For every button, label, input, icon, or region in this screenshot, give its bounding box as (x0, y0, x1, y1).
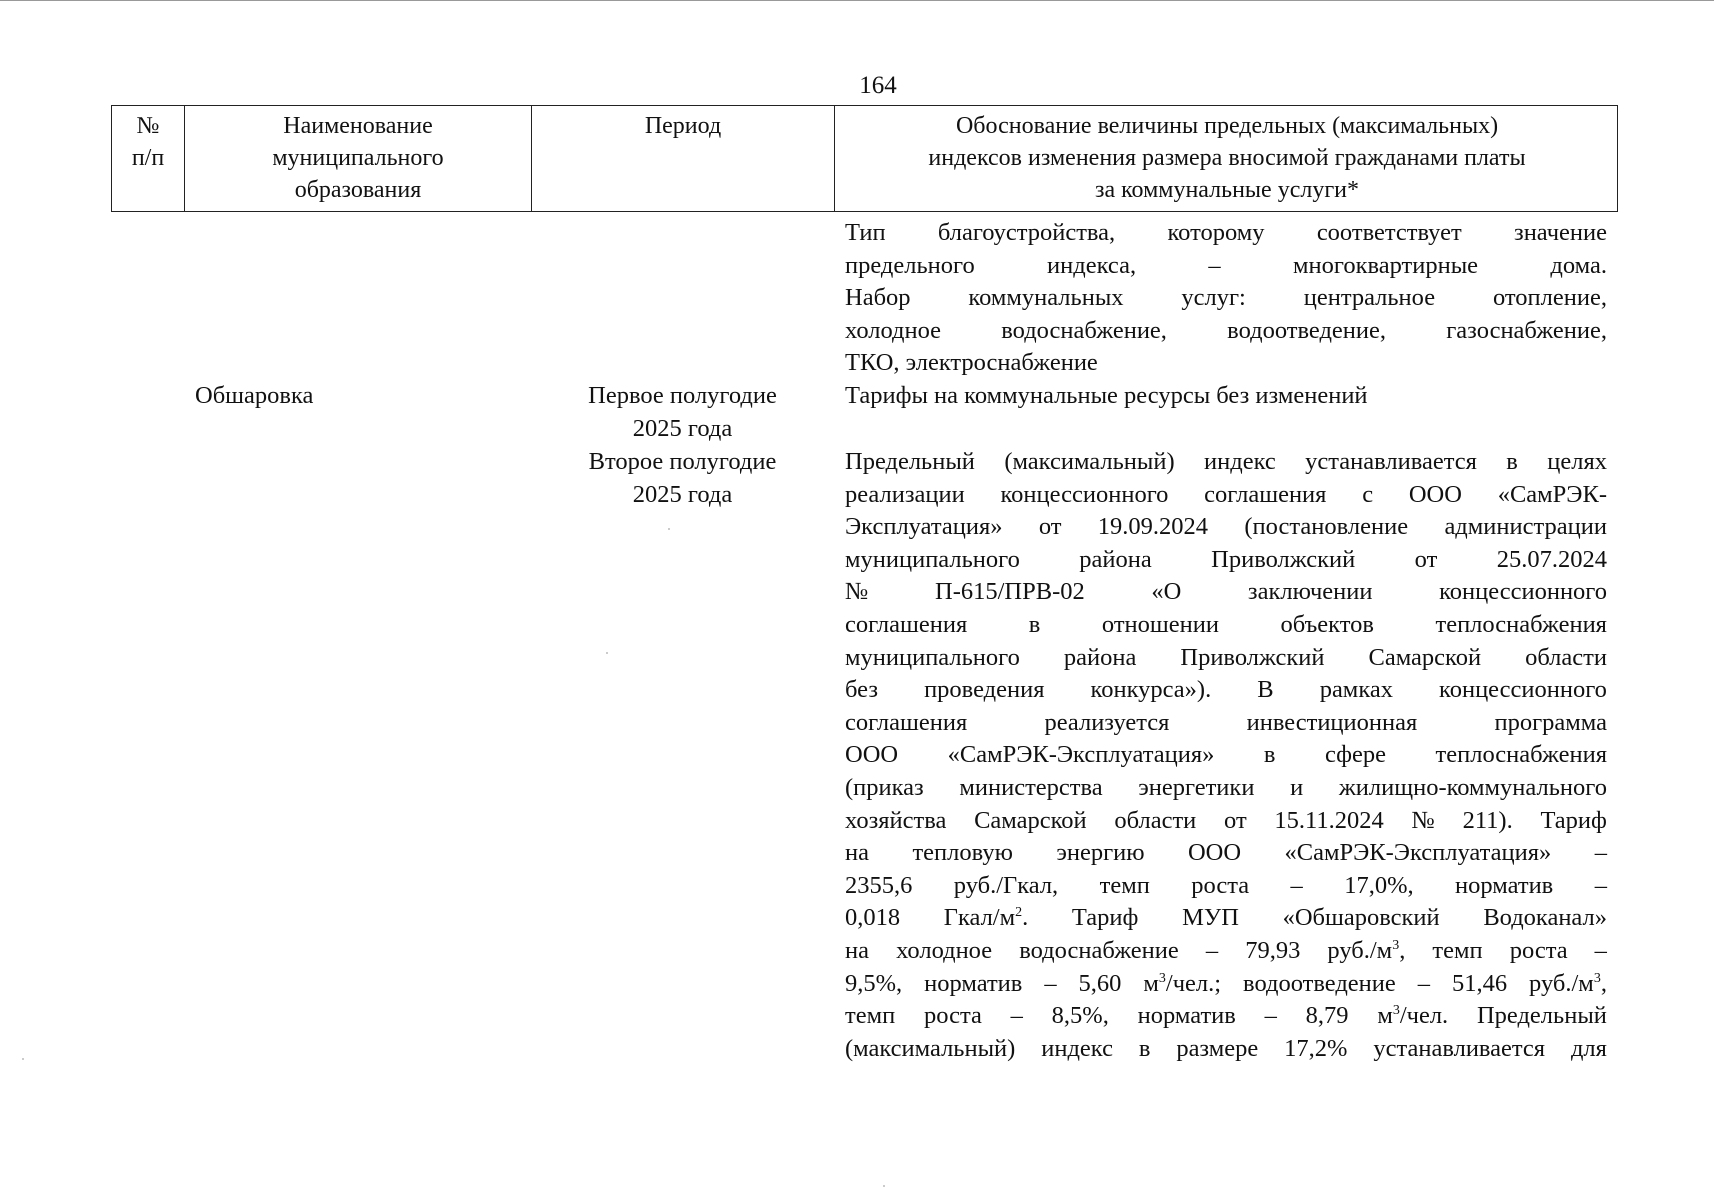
municipality-name: Обшаровка (195, 382, 314, 409)
word: водоотведение (1243, 969, 1396, 997)
word: с (1362, 480, 1374, 508)
word: концессионного (1439, 676, 1607, 704)
text-line (845, 282, 1607, 315)
period-text: 2025 года (632, 480, 733, 508)
word: газоснабжение, (1446, 316, 1607, 344)
word: ТКО, электроснабжение (845, 349, 1098, 377)
word: 17,0%, (1344, 871, 1414, 899)
scan-speck (883, 1185, 885, 1187)
word: размере (1176, 1034, 1259, 1062)
header-text: индексов изменения размера вносимой гражданами платы (928, 145, 1526, 171)
word: области (1525, 643, 1607, 671)
text-line (845, 739, 1607, 772)
word: (максимальный) (845, 1034, 1016, 1062)
word: от (1414, 545, 1438, 573)
text-line (845, 446, 1607, 479)
text-line (845, 642, 1607, 675)
word: Предельный (845, 448, 975, 475)
word: соглашения (1204, 480, 1327, 508)
word: темп (1099, 871, 1150, 899)
word: 15.11.2024 (1274, 806, 1384, 834)
word: 51,46 (1451, 969, 1508, 997)
word: холодное (896, 936, 993, 964)
word: устанавливается (1373, 1034, 1546, 1062)
word: дома. (1550, 251, 1607, 279)
header-text: п/п (131, 145, 165, 171)
word: реализуется (1044, 708, 1170, 736)
basis-second-half-paragraph (845, 446, 1607, 1065)
word: хозяйства (845, 806, 947, 834)
header-col-number (112, 106, 184, 211)
word: (максимальный) (1004, 448, 1175, 475)
word: энергию (1056, 839, 1145, 867)
word: Набор (845, 284, 911, 312)
word: Приволжский (1180, 643, 1325, 671)
word: Гкал/$м^2$. (943, 904, 1029, 932)
word: в (1138, 1034, 1151, 1062)
text-line (845, 805, 1607, 838)
word: инвестиционная (1246, 708, 1418, 736)
word: индекс (1041, 1034, 1113, 1062)
word: от (1224, 806, 1247, 834)
word: В (1257, 676, 1274, 704)
scan-top-edge (0, 0, 1714, 1)
period-text: Первое полугодие (588, 382, 777, 409)
word: теплоснабжения (1435, 741, 1607, 769)
word: – (1594, 871, 1607, 899)
word: 2355,6 (845, 871, 913, 899)
word: соглашения (845, 708, 968, 736)
header-text: № (136, 113, 160, 139)
word: Водоканал» (1483, 904, 1607, 932)
word: ООО (1187, 839, 1242, 867)
word: 17,2% (1284, 1034, 1348, 1062)
word: 9,5%, (845, 969, 903, 997)
header-col-municipality (184, 106, 531, 211)
text-line (845, 479, 1607, 512)
word: 19.09.2024 (1097, 513, 1209, 541)
text-line (845, 968, 1607, 1001)
header-text: Наименование (283, 113, 433, 139)
scan-speck (606, 652, 608, 654)
word: Самарской (1368, 643, 1482, 671)
word: № (1411, 806, 1435, 834)
basis-intro-paragraph (845, 217, 1607, 380)
word: области (1114, 806, 1197, 834)
text-line (845, 609, 1607, 642)
word: роста (1191, 871, 1250, 899)
word: Тариф (1540, 806, 1607, 834)
word: холодное (845, 316, 942, 344)
word: «СамРЭК-Эксплуатация» (947, 741, 1215, 769)
word: № (845, 578, 869, 606)
word: 211). (1462, 806, 1513, 834)
word: отношении (1101, 610, 1219, 638)
text-line (845, 250, 1607, 283)
word: министерства (959, 773, 1103, 801)
word: Самарской (974, 806, 1087, 834)
word: – (1290, 871, 1303, 899)
table-header (111, 105, 1618, 212)
word: П-615/ПРВ-02 (935, 578, 1085, 606)
word: в (1028, 610, 1041, 638)
word: – (1044, 969, 1057, 997)
text-line (845, 217, 1607, 250)
word: «Обшаровский (1282, 904, 1440, 932)
word: – (1264, 1002, 1277, 1030)
text-line (845, 544, 1607, 577)
word: Тариф (1071, 904, 1139, 932)
word: ООО (1408, 480, 1462, 508)
word: отопление, (1492, 284, 1607, 312)
word: – (1594, 936, 1607, 964)
word: темп (1432, 936, 1483, 964)
word: «О (1151, 578, 1182, 606)
word: в (1506, 448, 1518, 475)
word: для (1570, 1034, 1607, 1062)
header-text: Период (644, 113, 722, 139)
word: сфере (1324, 741, 1387, 769)
header-text: образования (294, 177, 422, 203)
word: теплоснабжения (1435, 610, 1607, 638)
word: объектов (1280, 610, 1374, 638)
word: – (1205, 936, 1219, 964)
word: которому (1167, 219, 1265, 246)
text-line (845, 935, 1607, 968)
text-line (845, 870, 1607, 903)
word: центральное (1303, 284, 1436, 312)
word: 5,60 (1078, 969, 1122, 997)
text-line (845, 837, 1607, 870)
word: конкурса»). (1090, 676, 1212, 704)
word: 79,93 (1245, 936, 1301, 964)
word: роста (1509, 936, 1568, 964)
text-line (845, 347, 1607, 380)
word: – (1010, 1002, 1023, 1030)
text-line (845, 576, 1607, 609)
word: администрации (1444, 513, 1607, 541)
word: роста (923, 1002, 982, 1030)
word: индекс (1204, 448, 1276, 475)
word: – (1417, 969, 1430, 997)
period-second-half (560, 446, 805, 511)
word: заключении (1247, 578, 1373, 606)
word: Предельный (1476, 1002, 1607, 1030)
word: благоустройства, (937, 219, 1116, 246)
word: многоквартирные (1293, 251, 1479, 279)
word: $руб./м^3$, (1327, 936, 1406, 964)
word: соглашения (845, 610, 968, 638)
word: норматив (924, 969, 1023, 997)
word: на (845, 936, 869, 964)
word: энергетики (1138, 773, 1255, 801)
scan-speck (668, 528, 670, 530)
word: – (1208, 251, 1221, 279)
page-number: 164 (859, 72, 897, 99)
text-line (845, 707, 1607, 740)
word: муниципального (845, 545, 1020, 573)
word: соответствует (1316, 219, 1462, 246)
header-text: за коммунальные услуги* (1094, 177, 1360, 203)
word: концессионного (1000, 480, 1169, 508)
word: норматив (1455, 871, 1554, 899)
word: устанавливается (1305, 448, 1477, 475)
header-text: Обоснование величины предельных (максимальных) (955, 113, 1499, 139)
word: 8,5%, (1051, 1002, 1109, 1030)
period-text: 2025 года (632, 414, 733, 442)
word: услуг: (1181, 284, 1246, 312)
word: 8,79 (1305, 1002, 1349, 1030)
word: – (1594, 839, 1607, 867)
word: 0,018 (845, 904, 901, 932)
text-line (845, 315, 1607, 348)
text-line (845, 1000, 1607, 1033)
word: жилищно-коммунального (1338, 773, 1607, 801)
word: норматив (1137, 1002, 1236, 1030)
word: целях (1547, 448, 1607, 475)
word: на (845, 839, 869, 867)
word: от (1038, 513, 1062, 541)
text-line (845, 902, 1607, 935)
basis-first-half: Тарифы на коммунальные ресурсы без изменений (845, 382, 1368, 409)
scan-speck (22, 1058, 24, 1060)
word: предельного (845, 251, 975, 279)
word: муниципального (845, 643, 1020, 671)
word: Эксплуатация» (845, 513, 1003, 541)
word: проведения (924, 676, 1045, 704)
word: Приволжский (1211, 545, 1356, 573)
header-col-period (531, 106, 834, 211)
word: концессионного (1439, 578, 1607, 606)
word: и (1290, 773, 1304, 801)
word: $руб./м^3$, (1529, 969, 1607, 997)
word: коммунальных (968, 284, 1124, 312)
header-col-basis (834, 106, 1619, 211)
text-line (845, 772, 1607, 805)
word: программа (1494, 708, 1607, 736)
word: района (1079, 545, 1152, 573)
word: Тип (845, 219, 886, 246)
word: МУП (1182, 904, 1239, 932)
word: ООО (845, 741, 899, 769)
text-line (845, 1033, 1607, 1066)
word: значение (1514, 219, 1607, 246)
word: реализации (845, 480, 965, 508)
word: $м^3$/чел. (1377, 1002, 1449, 1030)
word: без (845, 676, 878, 704)
word: водоснабжение, (1001, 316, 1167, 344)
period-first-half (560, 380, 805, 445)
word: $м^3$/чел.; (1143, 969, 1222, 997)
word: «СамРЭК- (1497, 480, 1607, 508)
word: (приказ (845, 773, 924, 801)
word: рамках (1319, 676, 1393, 704)
word: темп (845, 1002, 896, 1030)
word: индекса, (1047, 251, 1137, 279)
word: водоотведение, (1227, 316, 1387, 344)
word: района (1063, 643, 1137, 671)
word: тепловую (912, 839, 1013, 867)
header-text: муниципального (272, 145, 444, 171)
word: (постановление (1244, 513, 1409, 541)
text-line (845, 674, 1607, 707)
period-text: Второе полугодие (588, 448, 777, 475)
word: «СамРЭК-Эксплуатация» (1284, 839, 1552, 867)
text-line (845, 511, 1607, 544)
word: водоснабжение (1019, 936, 1179, 964)
word: 25.07.2024 (1496, 545, 1607, 573)
word: руб./Гкал, (953, 871, 1059, 899)
word: в (1263, 741, 1276, 769)
